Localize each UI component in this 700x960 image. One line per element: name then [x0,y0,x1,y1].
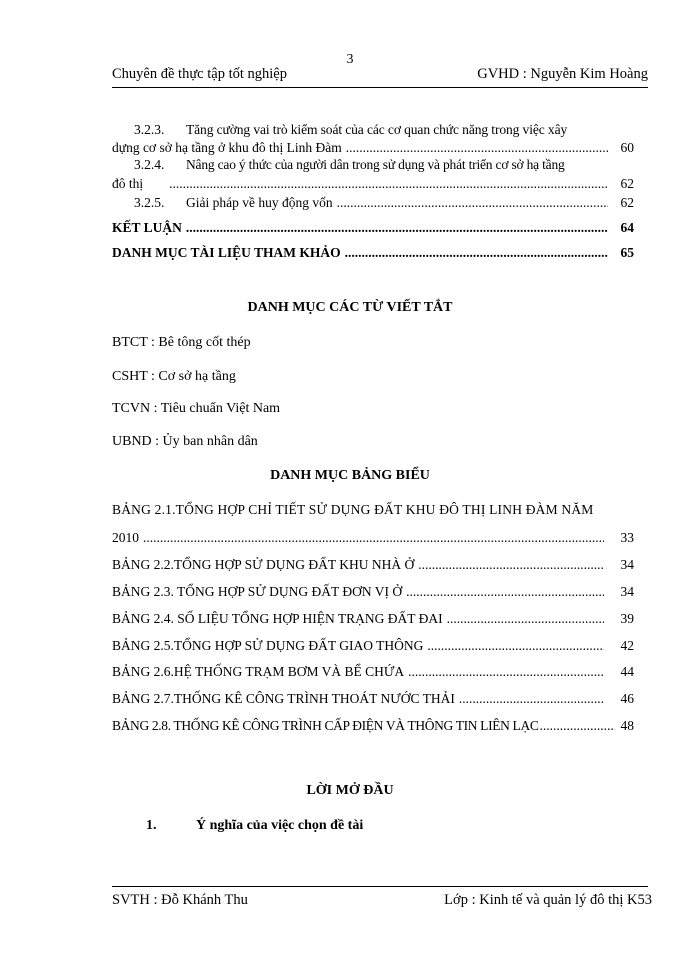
tables-title: DANH MỤC BẢNG BIỂU [270,468,430,483]
abbreviation-item: TCVN : Tiêu chuẩn Việt Nam [112,401,281,416]
abbreviation-item: BTCT : Bê tông cốt thép [112,335,251,350]
toc-leader-dots [169,176,608,192]
intro-title: LỜI MỞ ĐẦU [306,783,394,798]
table-item-label: BẢNG 2.4. SỐ LIỆU TỔNG HỢP HIỆN TRẠNG ĐẤT ĐAI [112,611,443,626]
toc-item-3-2-4-line2 [112,176,634,192]
toc-page-number: 62 [620,176,634,191]
header-supervisor: GVHD : Nguyễn Kim Hoàng [477,66,648,82]
intro-section-number: 1. [146,818,157,833]
toc-item-3-2-4 [112,157,634,173]
toc-page-number: 60 [620,140,634,155]
table-item-label: BẢNG 2.3. TỔNG HỢP SỬ DỤNG ĐẤT ĐƠN VỊ Ở [112,584,403,599]
toc-references [112,245,634,261]
table-page-number: 33 [620,530,634,545]
toc-leader-dots [346,140,608,156]
toc-conclusion [112,220,634,236]
table-page-number: 39 [620,611,634,626]
table-page-number: 42 [620,638,634,653]
toc-leader-dots [186,220,608,236]
toc-item-3-2-3-line2 [112,140,634,156]
abbreviation-item: CSHT : Cơ sở hạ tầng [112,369,236,384]
table-item-2-1: BẢNG 2.1.TỔNG HỢP CHỈ TIẾT SỬ DỤNG ĐẤT KHU ĐÔ THỊ LINH ĐÀM NĂM [112,502,594,517]
table-item-year: 2010 [112,530,139,545]
table-item-label: BẢNG 2.2.TỔNG HỢP SỬ DỤNG ĐẤT KHU NHÀ Ở [112,557,415,572]
table-item [112,557,634,573]
table-leader-dots [447,611,604,627]
toc-conclusion-label: KẾT LUẬN [112,220,182,235]
table-item-label: BẢNG 2.8. THỐNG KÊ CÔNG TRÌNH CẤP ĐIỆN VÀ THÔNG TIN LIÊN LẠC [112,718,539,733]
abbreviation-item: UBND : Ủy ban nhân dân [112,434,258,449]
table-item [112,664,634,680]
footer-divider [112,886,648,887]
table-item [112,584,634,600]
toc-item-number: 3.2.5. [134,195,165,210]
table-leader-dots [408,664,604,680]
table-item [112,611,634,627]
table-leader-dots [406,584,604,600]
table-page-number: 34 [620,557,634,572]
intro-section-1 [146,818,363,834]
abbreviations-title: DANH MỤC CÁC TỪ VIẾT TẮT [247,300,453,315]
table-leader-dots [540,718,616,734]
toc-item-title: Tăng cường vai trò kiểm soát của các cơ quan chức năng trong việc xây [186,122,568,137]
table-item [112,718,634,734]
toc-page-number: 64 [620,220,634,235]
toc-item-title: Giải pháp về huy động vốn [186,195,333,210]
footer-class: Lớp : Kinh tế và quản lý đô thị K53 [444,892,652,908]
toc-references-label: DANH MỤC TÀI LIỆU THAM KHẢO [112,245,341,260]
page-number: 3 [346,52,354,67]
toc-item-number: 3.2.4. [134,157,165,172]
footer-student: SVTH : Đỗ Khánh Thu [112,892,248,908]
intro-section-title: Ý nghĩa của việc chọn đề tài [196,818,364,833]
table-item-label: BẢNG 2.6.HỆ THỐNG TRẠM BƠM VÀ BỂ CHỨA [112,664,405,679]
table-page-number: 48 [620,718,634,733]
table-item [112,691,634,707]
table-leader-dots [459,691,604,707]
toc-item-3-2-5 [112,195,634,211]
table-leader-dots [143,530,604,546]
table-page-number: 46 [620,691,634,706]
toc-item-title-continued: đô thị [112,176,144,191]
toc-page-number: 62 [620,195,634,210]
table-page-number: 44 [620,664,634,679]
toc-item-title: Nâng cao ý thức của người dân trong sử dụng và phát triển cơ sở hạ tầng [186,157,565,172]
table-leader-dots [427,638,604,654]
toc-leader-dots [345,245,608,261]
table-page-number: 34 [620,584,634,599]
toc-item-title-continued: dựng cơ sở hạ tầng ở khu đô thị Linh Đàm [112,140,342,155]
table-item-label: BẢNG 2.5.TỔNG HỢP SỬ DỤNG ĐẤT GIAO THÔNG [112,638,424,653]
toc-item-number: 3.2.3. [134,122,165,137]
toc-leader-dots [337,195,608,211]
header-document-type: Chuyên đề thực tập tốt nghiệp [112,66,287,82]
table-item-2-1-line2 [112,530,634,546]
table-leader-dots [418,557,604,573]
toc-page-number: 65 [620,245,634,260]
table-item [112,638,634,654]
toc-item-3-2-3 [112,122,634,138]
header-divider [112,87,648,88]
table-item-label: BẢNG 2.7.THỐNG KÊ CÔNG TRÌNH THOÁT NƯỚC THẢI [112,691,455,706]
